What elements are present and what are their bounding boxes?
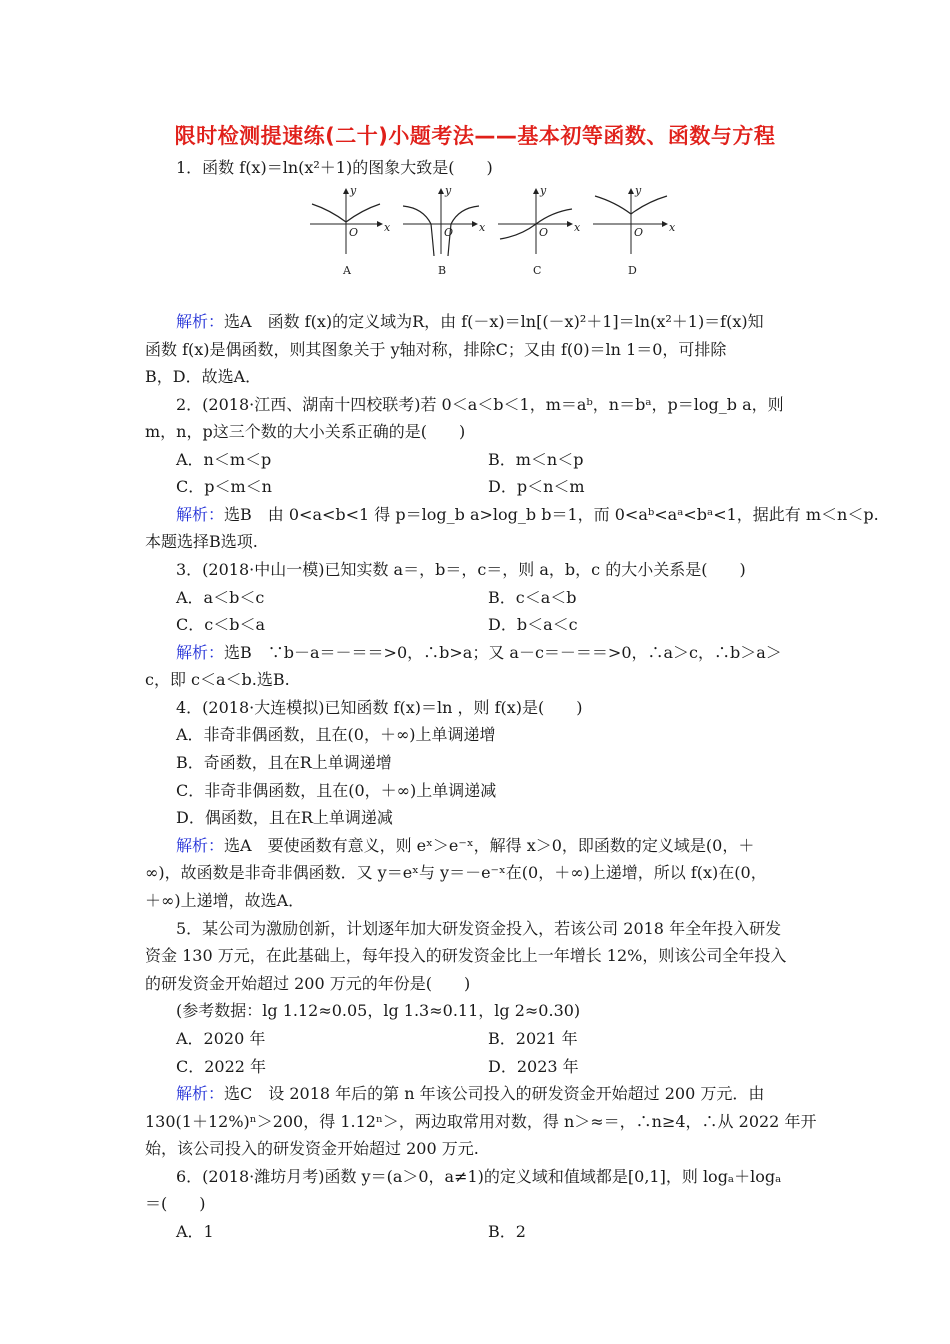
origin-label: O xyxy=(634,226,644,239)
q2-option-c: C．p＜m＜n xyxy=(176,477,272,496)
q5-stem: 的研发资金开始超过 200 万元的年份是( ) xyxy=(145,974,471,993)
q1-solution-line: B，D．故选A． xyxy=(145,367,262,386)
axis-y-label: y xyxy=(350,184,357,197)
graph-label-b: B xyxy=(438,264,447,277)
solution-text: 选B ∵b－a＝－＝＝>0，∴b>a；又 a－c＝－＝＝>0，∴a＞c，∴b＞a＞ xyxy=(224,643,782,662)
q4-option-d: D．偶函数，且在R上单调递减 xyxy=(176,808,393,827)
q2-option-d: D．p＜n＜m xyxy=(488,477,585,496)
axis-y-label: y xyxy=(445,184,452,197)
q5-option-b: B．2021 年 xyxy=(488,1029,578,1048)
q5-option-d: D．2023 年 xyxy=(488,1057,579,1076)
q5-solution-line: 130(1＋12%)ⁿ＞200，得 1.12ⁿ＞，两边取常用对数，得 n＞≈＝，∴n≥4，∴从 2022 年开 xyxy=(145,1112,817,1131)
q2-solution-line: 本题选择B选项. xyxy=(145,532,258,551)
q1-solution-line: 函数 f(x)是偶函数，则其图象关于 y轴对称，排除C；又由 f(0)＝ln 1＝0，可排除 xyxy=(145,340,727,359)
q3-solution-line: c，即 c＜a＜b.选B. xyxy=(145,670,290,689)
q4-option-a: A．非奇非偶函数，且在(0，＋∞)上单调递增 xyxy=(176,725,496,744)
solution-label: 解析： xyxy=(176,505,225,524)
solution-label: 解析： xyxy=(176,312,225,331)
q1-graph-options xyxy=(300,184,680,279)
graph-b xyxy=(403,184,486,277)
q2-option-a: A．n＜m＜p xyxy=(176,450,272,469)
graph-label-c: C xyxy=(533,264,542,277)
q5-option-c: C．2022 年 xyxy=(176,1057,267,1076)
q4-solution-line: ＋∞)上递增，故选A． xyxy=(145,891,305,910)
q6-option-a: A．1 xyxy=(176,1222,214,1241)
q2-stem: 2．(2018·江西、湖南十四校联考)若 0＜a＜b＜1，m＝aᵇ，n＝bᵃ，p＝log_b a，则 xyxy=(176,395,784,414)
q4-option-b: B．奇函数，且在R上单调递增 xyxy=(176,753,392,772)
q4-option-c: C．非奇非偶函数，且在(0，＋∞)上单调递减 xyxy=(176,781,497,800)
q3-option-c: C．c＜b＜a xyxy=(176,615,265,634)
q5-option-a: A．2020 年 xyxy=(176,1029,266,1048)
axis-y-label: y xyxy=(540,184,547,197)
q5-solution-line: 始，该公司投入的研发资金开始超过 200 万元. xyxy=(145,1139,479,1158)
q2-solution-line xyxy=(176,504,879,526)
graph-label-d: D xyxy=(628,264,637,277)
solution-text: 选A 函数 f(x)的定义域为R，由 f(－x)＝ln[(－x)²＋1]＝ln(x²＋1)＝f(x)知 xyxy=(224,312,764,331)
axis-y-label: y xyxy=(635,184,642,197)
q4-solution-line: ∞)，故函数是非奇非偶函数．又 y＝eˣ与 y＝－e⁻ˣ在(0，＋∞)上递增，所以 f(x)在(0， xyxy=(145,863,767,882)
q2-stem: m，n，p这三个数的大小关系正确的是( ) xyxy=(145,422,466,441)
solution-text: 选B 由 0<a<b<1 得 p＝log_b a>log_b b＝1，而 0<aᵇ<aᵃ<bᵃ<1，据此有 m＜n＜p. xyxy=(224,505,879,524)
q6-stem: 6．(2018·潍坊月考)函数 y＝(a＞0，a≠1)的定义域和值域都是[0,1]，则 logₐ＋logₐ xyxy=(176,1167,782,1186)
solution-text: 选A 要使函数有意义，则 eˣ＞e⁻ˣ，解得 x＞0，即函数的定义域是(0，＋ xyxy=(224,836,755,855)
q3-solution-line xyxy=(176,642,782,664)
q5-reference-data: (参考数据：lg 1.12≈0.05，lg 1.3≈0.11，lg 2≈0.30) xyxy=(176,1001,581,1020)
q2-option-b: B．m＜n＜p xyxy=(488,450,584,469)
q5-stem: 5．某公司为激励创新，计划逐年加大研发资金投入，若该公司 2018 年全年投入研发 xyxy=(176,919,782,938)
q6-option-b: B．2 xyxy=(488,1222,526,1241)
axis-x-label: x xyxy=(669,221,676,234)
q5-stem: 资金 130 万元，在此基础上，每年投入的研发资金比上一年增长 12%，则该公司全年投入 xyxy=(145,946,787,965)
solution-text: 选C 设 2018 年后的第 n 年该公司投入的研发资金开始超过 200 万元．由 xyxy=(224,1084,765,1103)
q6-stem: ＝( ) xyxy=(145,1194,206,1213)
q3-option-b: B．c＜a＜b xyxy=(488,588,577,607)
graph-d xyxy=(593,184,676,277)
q4-stem: 4．(2018·大连模拟)已知函数 f(x)＝ln ，则 f(x)是( ) xyxy=(176,698,583,717)
graph-label-a: A xyxy=(343,264,351,277)
origin-label: O xyxy=(444,226,454,239)
graph-a xyxy=(310,184,391,277)
page-title: 限时检测提速练(二十)小题考法——基本初等函数、函数与方程 xyxy=(174,124,776,148)
q4-solution-line xyxy=(176,835,754,857)
graph-c xyxy=(498,184,581,277)
solution-label: 解析： xyxy=(176,643,225,662)
q3-stem: 3．(2018·中山一模)已知实数 a＝，b＝，c＝，则 a，b，c 的大小关系是( ) xyxy=(176,560,746,579)
axis-x-label: x xyxy=(479,221,486,234)
axis-x-label: x xyxy=(384,221,391,234)
q1-stem: 1．函数 f(x)＝ln(x²＋1)的图象大致是( ) xyxy=(176,158,493,177)
origin-label: O xyxy=(539,226,549,239)
axis-x-label: x xyxy=(574,221,581,234)
origin-label: O xyxy=(349,226,359,239)
q5-solution-line xyxy=(176,1083,764,1105)
q3-option-a: A．a＜b＜c xyxy=(176,588,265,607)
solution-label: 解析： xyxy=(176,1084,225,1103)
q3-option-d: D．b＜a＜c xyxy=(488,615,578,634)
solution-label: 解析： xyxy=(176,836,225,855)
q1-solution-line xyxy=(176,311,764,333)
